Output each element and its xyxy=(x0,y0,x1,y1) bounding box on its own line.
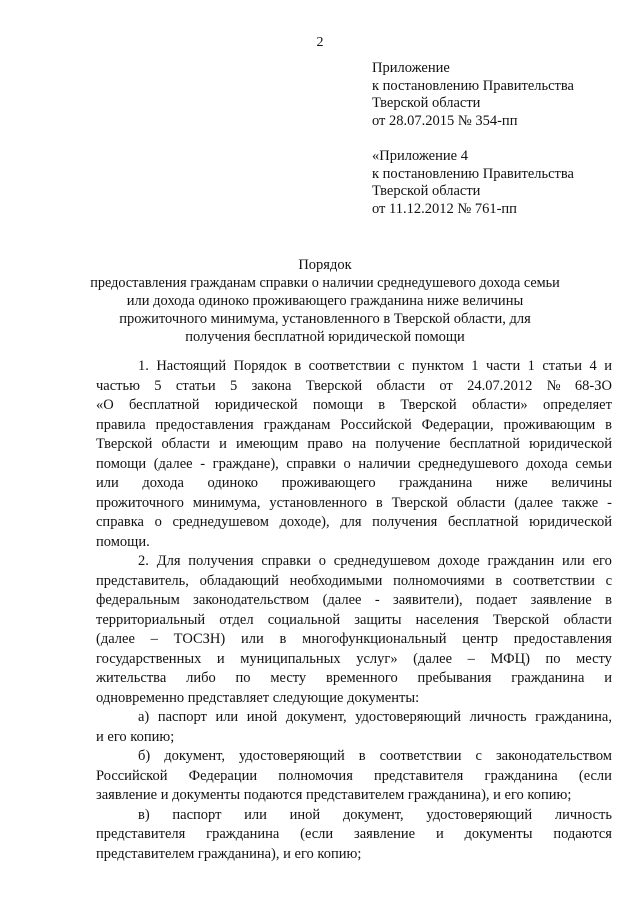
paragraph-line: заявление и документы подаются представителем гражданина), и его копию; xyxy=(96,787,572,803)
paragraph xyxy=(96,552,612,708)
paragraph-line: представитель, обладающий необходимыми полномочиями в соответствии с xyxy=(96,572,612,589)
paragraph-line: помощи. xyxy=(96,533,150,550)
paragraph-line: в) паспорт или иной документ, удостоверяющий личность xyxy=(138,806,612,823)
paragraph-line: Российской Федерации полномочия представителя гражданина (если xyxy=(96,767,612,784)
document-body xyxy=(96,357,612,864)
appendix-line: от 11.12.2012 № 761-пп xyxy=(372,200,517,217)
appendix-line: к постановлению Правительства xyxy=(372,77,574,94)
appendix-line: к постановлению Правительства xyxy=(372,165,574,182)
paragraph xyxy=(96,708,612,747)
paragraph-line: прожиточного минимума, установленного в Тверской области (далее также - xyxy=(96,494,612,511)
paragraph-line: (далее – ТОСЗН) или в многофункциональный центр предоставления xyxy=(96,631,612,647)
paragraph-line: правила предоставления гражданам Российской Федерации, проживающим в xyxy=(96,416,612,433)
document-title xyxy=(90,256,560,346)
paragraph-line: б) документ, удостоверяющий в соответствии с законодательством xyxy=(138,748,612,764)
paragraph-line: и его копию; xyxy=(96,728,175,745)
paragraph-line: Тверской области и имеющим право на получение бесплатной юридической xyxy=(96,436,612,452)
paragraph-line: государственных и муниципальных услуг» (далее – МФЦ) по месту xyxy=(96,650,612,667)
paragraph xyxy=(96,747,612,806)
paragraph-line: помощи (далее - граждане), справки о наличии среднедушевого дохода семьи xyxy=(96,455,612,472)
paragraph-line: представителя гражданина (если заявление и документы подаются xyxy=(96,826,612,842)
title-line: или дохода одиноко проживающего гражданина ниже величины xyxy=(126,293,524,309)
paragraph-line: федеральным законодательством (далее - заявители), подает заявление в xyxy=(96,592,612,608)
appendix-line: Приложение xyxy=(372,60,450,76)
paragraph-line: справка о среднедушевом доходе), для получения бесплатной юридической xyxy=(96,514,612,530)
title-heading: Порядок xyxy=(298,257,352,273)
appendix-block-original xyxy=(372,148,622,218)
title-line: получения бесплатной юридической помощи xyxy=(185,329,465,345)
title-line: предоставления гражданам справки о наличии среднедушевого дохода семьи xyxy=(90,275,560,291)
appendix-line: Тверской области xyxy=(372,183,481,199)
paragraph-line: частью 5 статьи 5 закона Тверской области от 24.07.2012 № 68-ЗО xyxy=(96,377,612,394)
paragraph-line: а) паспорт или иной документ, удостоверяющий личность гражданина, xyxy=(138,709,612,725)
paragraph-line: жительства либо по месту временного пребывания гражданина и xyxy=(96,670,612,686)
paragraph-line: территориальный отдел социальной защиты населения Тверской области xyxy=(96,611,612,628)
paragraph-line: «О бесплатной юридической помощи в Тверской области» определяет xyxy=(96,397,612,413)
paragraph xyxy=(96,357,612,552)
appendix-line: «Приложение 4 xyxy=(372,148,468,164)
paragraph-line: 1. Настоящий Порядок в соответствии с пунктом 1 части 1 статьи 4 и xyxy=(138,358,612,374)
title-line: прожиточного минимума, установленного в Тверской области, для xyxy=(119,311,531,327)
paragraph xyxy=(96,806,612,865)
paragraph-line: одновременно представляет следующие документы: xyxy=(96,689,420,706)
paragraph-line: 2. Для получения справки о среднедушевом доходе гражданин или его xyxy=(138,553,612,569)
page-number: 2 xyxy=(316,35,324,50)
appendix-block-current xyxy=(372,60,622,130)
appendix-line: от 28.07.2015 № 354-пп xyxy=(372,112,518,129)
paragraph-line: или дохода одиноко проживающего гражданина ниже величины xyxy=(96,475,612,491)
appendix-line: Тверской области xyxy=(372,95,481,111)
paragraph-line: представителем гражданина), и его копию; xyxy=(96,845,362,862)
